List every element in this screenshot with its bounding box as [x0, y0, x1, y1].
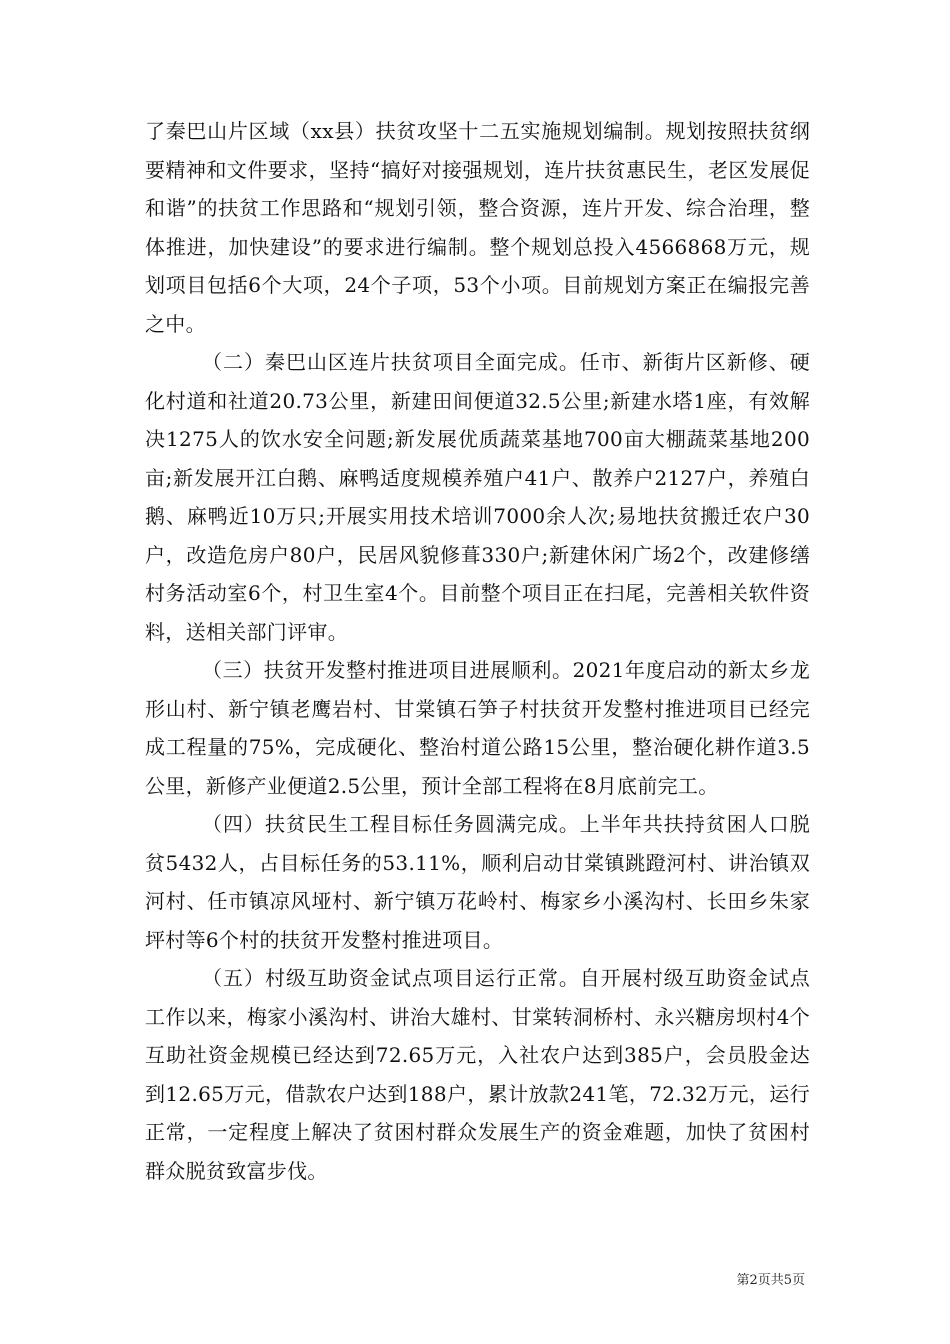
paragraph-section-3: （三）扶贫开发整村推进项目进展顺利。2021年度启动的新太乡龙形山村、新宁镇老鹰岩村、甘棠镇石笋子村扶贫开发整村推进项目已经完成工程量的75%，完成硬化、整治村道公路15公里，整治硬化耕作道3.5公里，新修产业便道2.5公里，预计全部工程将在8月底前完工。 — [145, 658, 810, 798]
page-number: 第2页共5页 — [736, 1273, 805, 1288]
paragraph-section-4: （四）扶贫民生工程目标任务圆满完成。上半年共扶持贫困人口脱贫5432人，占目标任务的53.11%，顺利启动甘棠镇跳蹬河村、讲治镇双河村、任市镇凉风垭村、新宁镇万花岭村、梅家乡小溪沟村、长田乡朱家坪村等6个村的扶贫开发整村推进项目。 — [145, 812, 810, 952]
document-body — [145, 112, 810, 1190]
paragraph-section-5: （五）村级互助资金试点项目运行正常。自开展村级互助资金试点工作以来，梅家小溪沟村、讲治大雄村、甘棠转洞桥村、永兴糖房坝村4个互助社资金规模已经达到72.65万元，入社农户达到385户，会员股金达到12.65万元，借款农户达到188户，累计放款241笔，72.32万元，运行正常，一定程度上解决了贫困村群众发展生产的资金难题，加快了贫困村群众脱贫致富步伐。 — [145, 966, 810, 1183]
paragraph-continued: 了秦巴山片区域（xx县）扶贫攻坚十二五实施规划编制。规划按照扶贫纲要精神和文件要求，坚持“搞好对接强规划，连片扶贫惠民生，老区发展促和谐”的扶贫工作思路和“规划引领，整合资源，连片开发、综合治理，整体推进，加快建设”的要求进行编制。整个规划总投入4566868万元，规划项目包括6个大项，24个子项，53个小项。目前规划方案正在编报完善之中。 — [145, 119, 810, 336]
paragraph-section-2: （二）秦巴山区连片扶贫项目全面完成。任市、新街片区新修、硬化村道和社道20.73公里，新建田间便道32.5公里;新建水塔1座，有效解决1275人的饮水安全问题;新发展优质蔬菜基地700亩大棚蔬菜基地200亩;新发展开江白鹅、麻鸭适度规模养殖户41户、散养户2127户，养殖白鹅、麻鸭近10万只;开展实用技术培训7000余人次;易地扶贫搬迁农户30户，改造危房户80户，民居风貌修葺330户;新建休闲广场2个，改建修缮村务活动室6个，村卫生室4个。目前整个项目正在扫尾，完善相关软件资料，送相关部门评审。 — [145, 350, 810, 644]
